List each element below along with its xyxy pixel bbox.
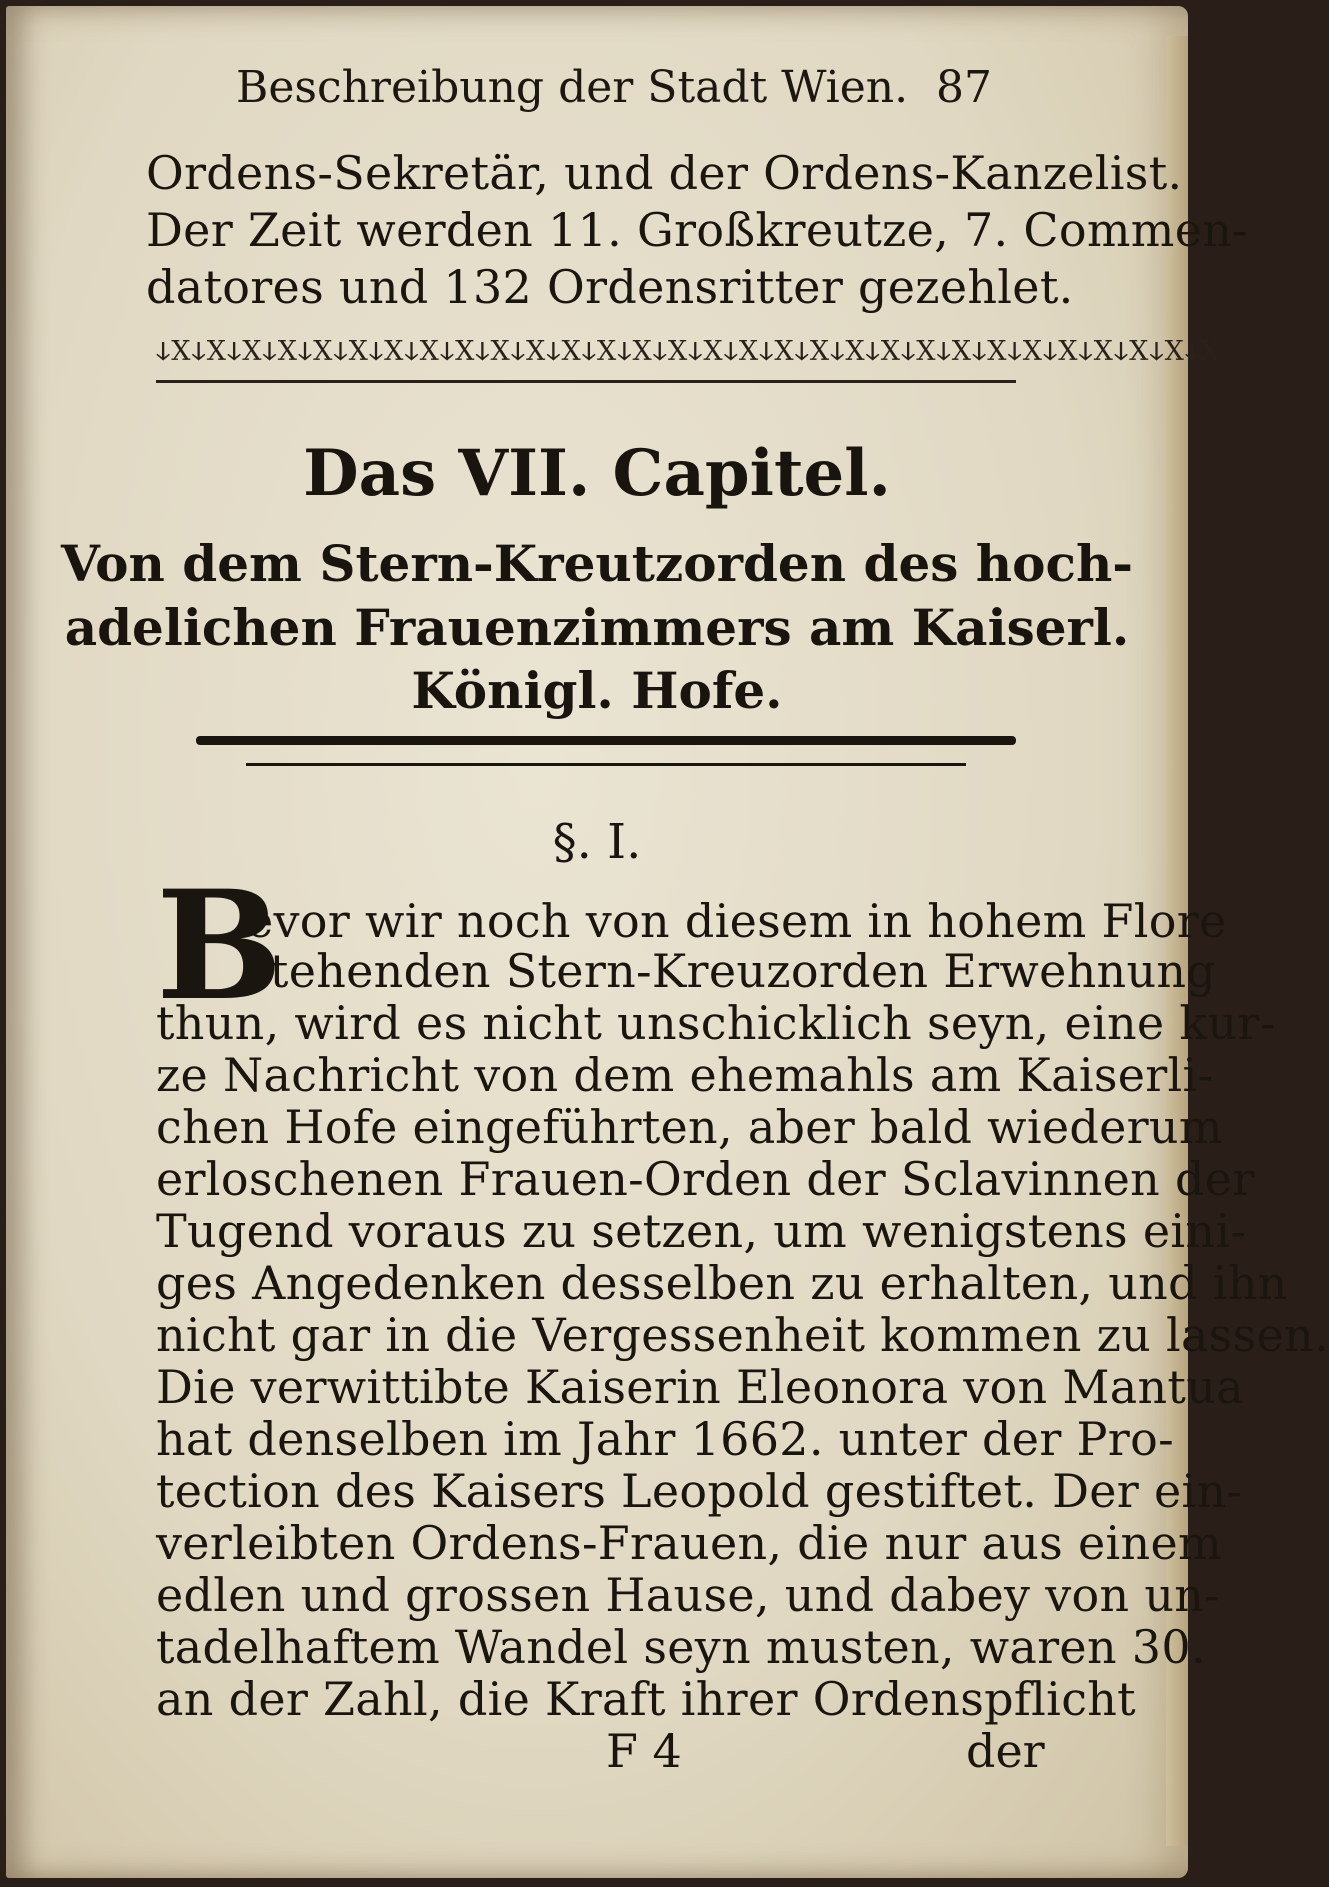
ornamental-border [156,336,1221,396]
body-line: evor wir noch von diesem in hohem Flore [246,894,1227,948]
section-heading: §. I. [552,814,642,870]
ornament-pattern: ↆⅩↆⅩↆⅩↆⅩↆⅩↆⅩↆⅩↆⅩↆⅩↆⅩↆⅩↆⅩↆⅩↆⅩↆⅩↆⅩↆⅩↆⅩↆⅩↆⅩↆⅩↆⅩↆⅩↆⅩↆⅩↆⅩↆⅩↆⅩↆⅩↆⅩ [156,336,1221,367]
body-line: ze Nachricht von dem ehemahls am Kaiserli- [156,1048,1214,1102]
drop-cap: B [156,858,283,1034]
catchword: der [966,1724,1045,1778]
running-title: Beschreibung der Stadt Wien. [236,62,909,113]
thin-divider-rule [246,763,966,766]
body-line: nicht gar in die Vergessenheit kommen zu lassen. [156,1308,1329,1362]
body-line: Die verwittibte Kaiserin Eleonora von Mantua [156,1360,1244,1414]
body-line: verleibten Ordens-Frauen, die nur aus einem [156,1516,1222,1570]
body-line: tection des Kaisers Leopold gestiftet. Der ein- [156,1464,1243,1518]
body-line: chen Hofe eingeführten, aber bald wiederum [156,1100,1223,1154]
body-line: edlen und grossen Hause, und dabey von un- [156,1568,1221,1622]
ornament-underline [156,380,1016,383]
body-line: ges Angedenken desselben zu erhalten, und ihn [156,1256,1288,1310]
intro-line: datores und 132 Ordensritter gezehlet. [146,260,1074,314]
body-line: stehenden Stern-Kreuzorden Erwehnung [246,944,1217,998]
body-line: tadelhaftem Wandel seyn musten, waren 30. [156,1620,1206,1674]
chapter-subtitle-line: Von dem Stern-Kreutzorden des hoch- [60,534,1134,593]
running-header [236,62,1016,122]
chapter-subtitle-line: Königl. Hofe. [411,661,783,720]
book-page [6,6,1329,1878]
body-line: Tugend voraus zu setzen, um wenigstens eini- [156,1204,1247,1258]
page-number: 87 [936,62,992,113]
body-line: erloschenen Frauen-Orden der Sclavinnen der [156,1152,1255,1206]
chapter-title: Das VII. Capitel. [303,436,891,511]
body-line: an der Zahl, die Kraft ihrer Ordenspflicht [156,1672,1136,1726]
signature-mark: F 4 [606,1724,682,1778]
intro-line: Ordens-Sekretär, und der Ordens-Kanzelist. [146,146,1183,200]
body-line: thun, wird es nicht unschicklich seyn, eine kur- [156,996,1276,1050]
body-line: hat denselben im Jahr 1662. unter der Pro- [156,1412,1174,1466]
intro-line: Der Zeit werden 11. Großkreutze, 7. Commen- [146,203,1248,257]
chapter-subtitle-line: adelichen Frauenzimmers am Kaiserl. [64,598,1130,657]
thick-divider-rule [196,736,1016,745]
